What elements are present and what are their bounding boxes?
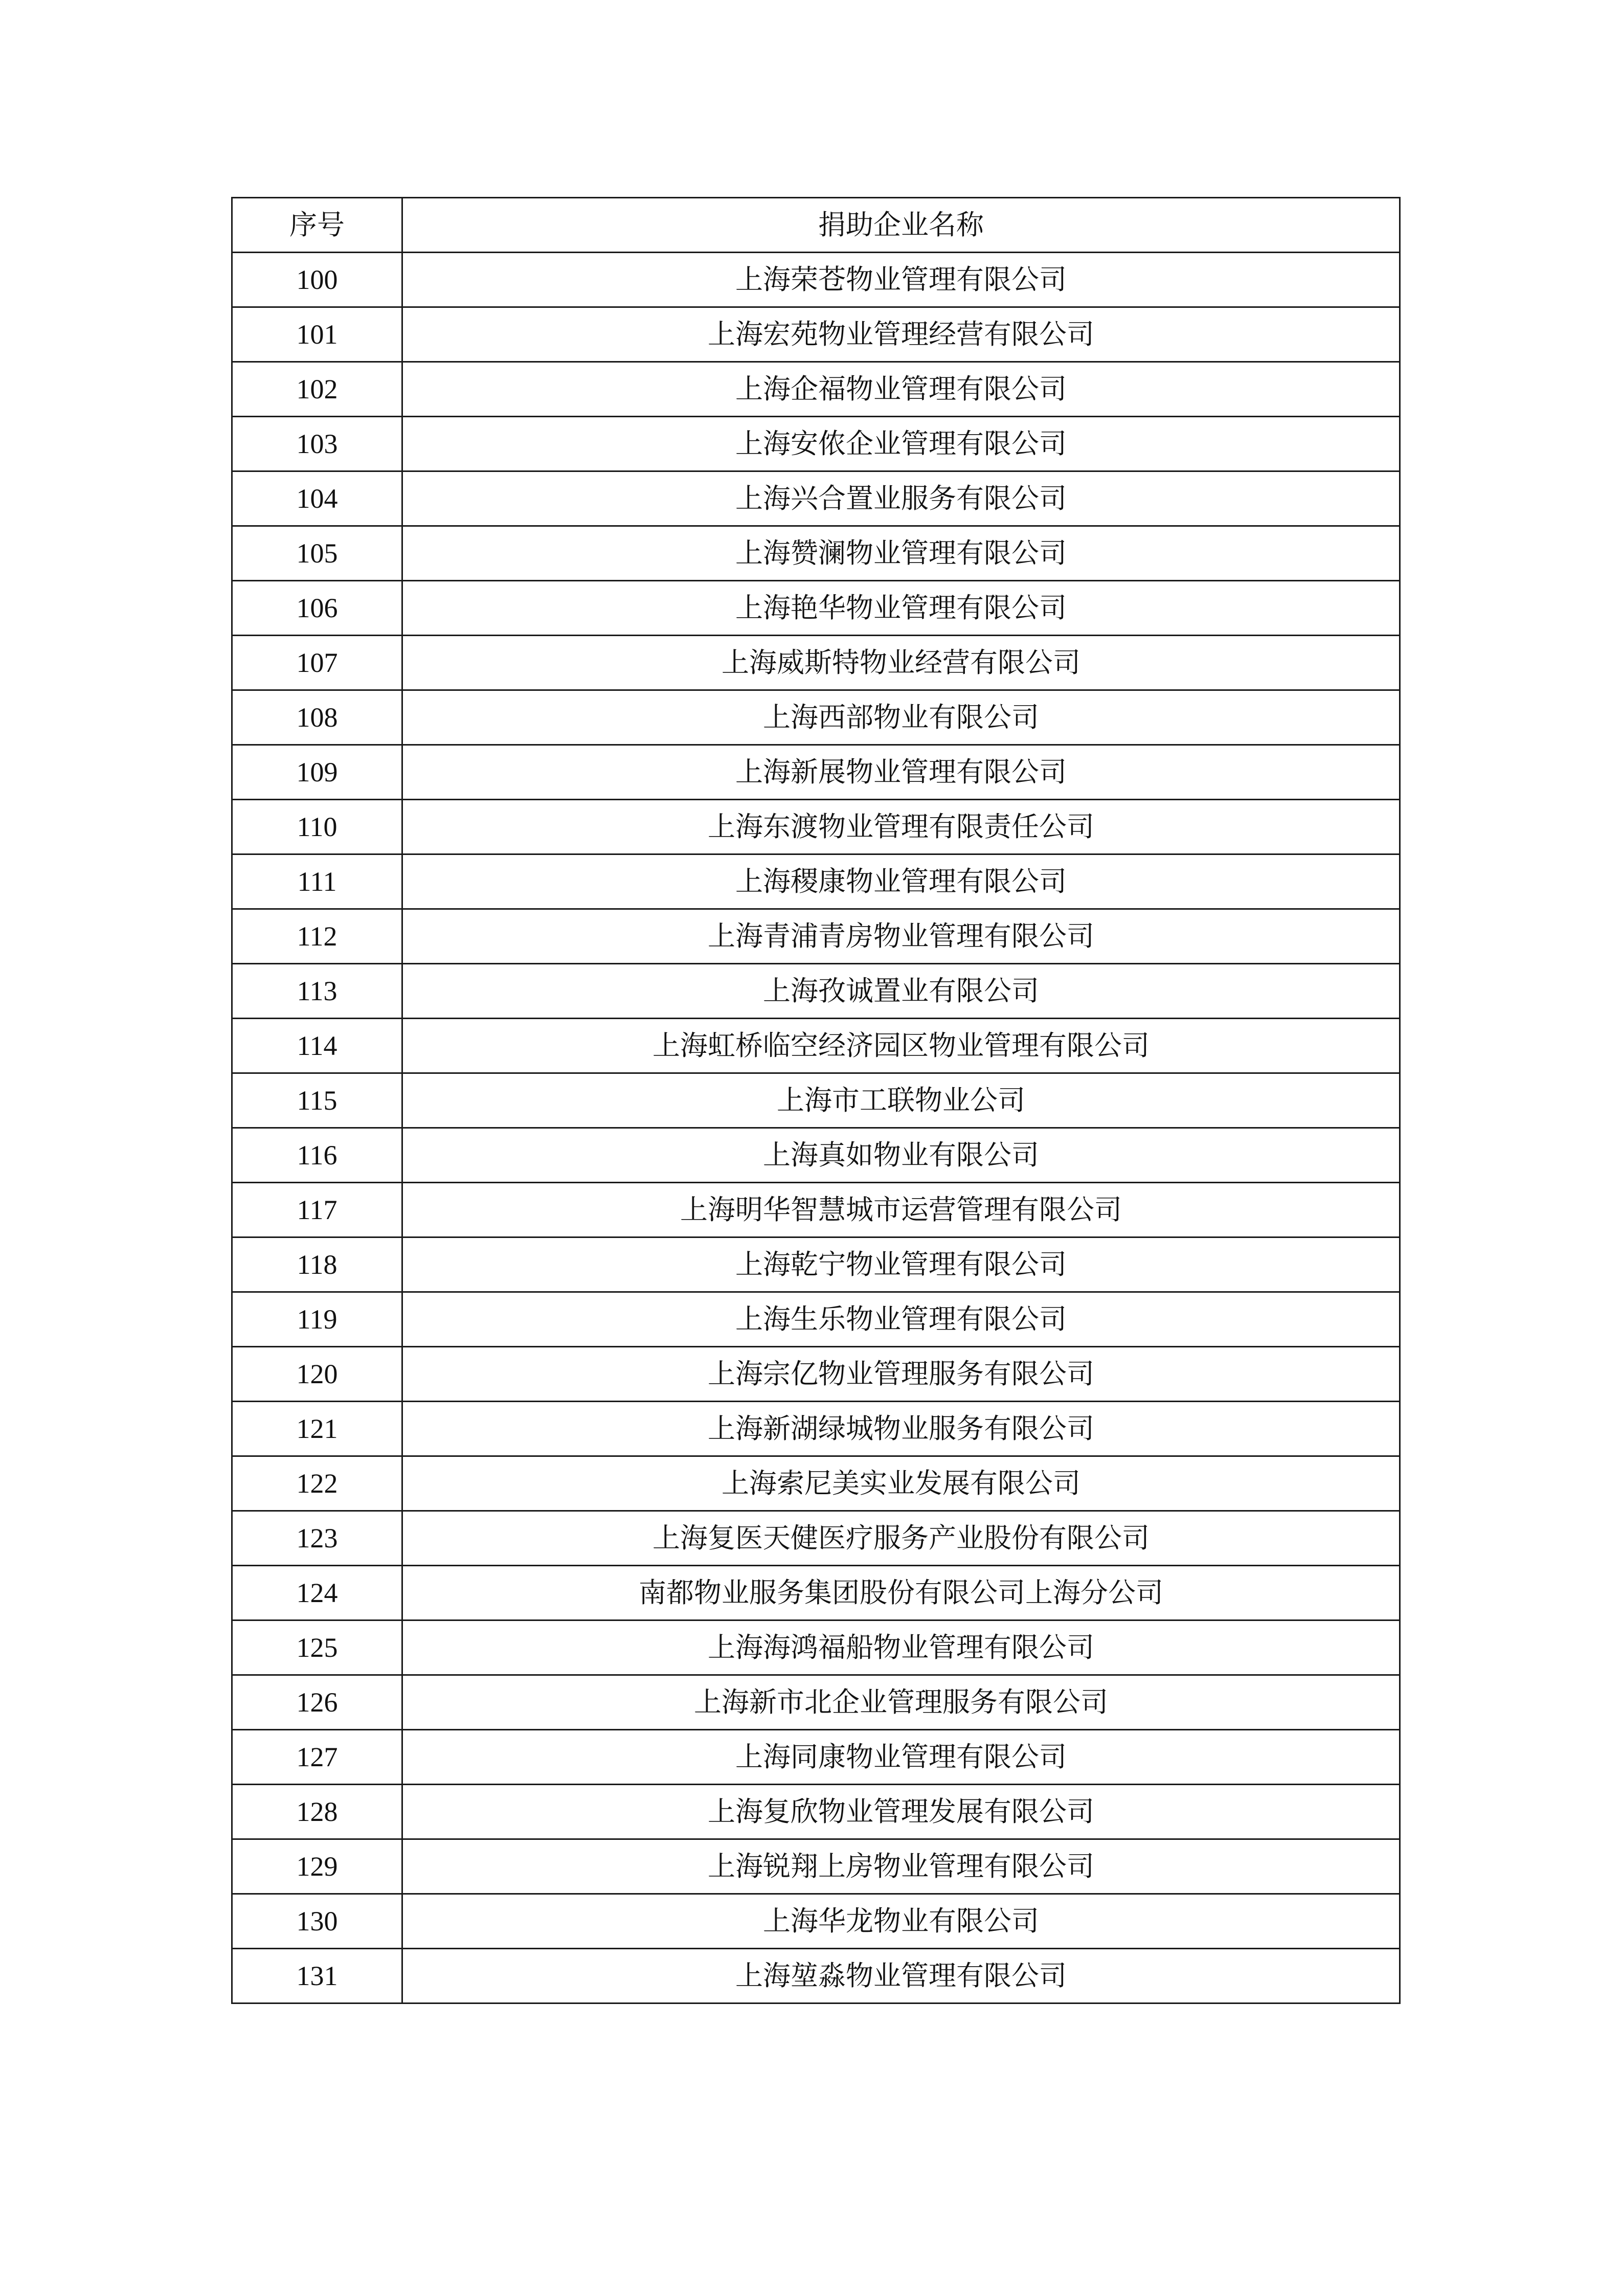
table-row <box>232 800 1400 854</box>
row-index: 106 <box>232 581 402 636</box>
row-company-name: 上海企福物业管理有限公司 <box>402 362 1400 417</box>
header-index: 序号 <box>232 198 402 253</box>
table-row <box>232 581 1400 636</box>
row-index: 127 <box>232 1730 402 1785</box>
row-company-name: 上海明华智慧城市运营管理有限公司 <box>402 1183 1400 1237</box>
table-header-row <box>232 198 1400 253</box>
table-row <box>232 1839 1400 1894</box>
row-index: 130 <box>232 1894 402 1949</box>
row-company-name: 上海新湖绿城物业服务有限公司 <box>402 1402 1400 1456</box>
table-row <box>232 1511 1400 1566</box>
row-index: 124 <box>232 1566 402 1620</box>
row-index: 109 <box>232 745 402 800</box>
table-row <box>232 636 1400 690</box>
table-row <box>232 1402 1400 1456</box>
row-index: 100 <box>232 253 402 307</box>
row-index: 118 <box>232 1237 402 1292</box>
row-index: 110 <box>232 800 402 854</box>
row-index: 108 <box>232 690 402 745</box>
table-row <box>232 1675 1400 1730</box>
table-row <box>232 471 1400 526</box>
row-index: 128 <box>232 1785 402 1839</box>
row-company-name: 上海宏苑物业管理经营有限公司 <box>402 307 1400 362</box>
table-row <box>232 362 1400 417</box>
row-company-name: 上海锐翔上房物业管理有限公司 <box>402 1839 1400 1894</box>
row-company-name: 上海海鸿福船物业管理有限公司 <box>402 1620 1400 1675</box>
table-row <box>232 1949 1400 2004</box>
row-company-name: 上海华龙物业有限公司 <box>402 1894 1400 1949</box>
row-company-name: 上海乾宁物业管理有限公司 <box>402 1237 1400 1292</box>
row-company-name: 上海堃淼物业管理有限公司 <box>402 1949 1400 2004</box>
table-row <box>232 1620 1400 1675</box>
row-index: 122 <box>232 1456 402 1511</box>
row-company-name: 上海安侬企业管理有限公司 <box>402 417 1400 471</box>
table-row <box>232 1566 1400 1620</box>
table-row <box>232 1237 1400 1292</box>
row-index: 105 <box>232 526 402 581</box>
row-company-name: 上海稷康物业管理有限公司 <box>402 854 1400 909</box>
row-company-name: 上海宗亿物业管理服务有限公司 <box>402 1347 1400 1402</box>
table-row <box>232 854 1400 909</box>
row-index: 104 <box>232 471 402 526</box>
row-company-name: 上海艳华物业管理有限公司 <box>402 581 1400 636</box>
row-company-name: 上海赞澜物业管理有限公司 <box>402 526 1400 581</box>
row-company-name: 上海威斯特物业经营有限公司 <box>402 636 1400 690</box>
row-company-name: 上海新市北企业管理服务有限公司 <box>402 1675 1400 1730</box>
table-row <box>232 964 1400 1019</box>
row-index: 121 <box>232 1402 402 1456</box>
row-index: 115 <box>232 1073 402 1128</box>
row-index: 123 <box>232 1511 402 1566</box>
row-company-name: 上海青浦青房物业管理有限公司 <box>402 909 1400 964</box>
table-row <box>232 253 1400 307</box>
row-company-name: 上海西部物业有限公司 <box>402 690 1400 745</box>
row-company-name: 南都物业服务集团股份有限公司上海分公司 <box>402 1566 1400 1620</box>
row-company-name: 上海同康物业管理有限公司 <box>402 1730 1400 1785</box>
row-index: 112 <box>232 909 402 964</box>
row-index: 119 <box>232 1292 402 1347</box>
row-index: 103 <box>232 417 402 471</box>
table-row <box>232 1730 1400 1785</box>
table-body <box>232 253 1400 2004</box>
row-index: 102 <box>232 362 402 417</box>
table-row <box>232 1894 1400 1949</box>
table-row <box>232 307 1400 362</box>
row-company-name: 上海荣苍物业管理有限公司 <box>402 253 1400 307</box>
row-index: 113 <box>232 964 402 1019</box>
row-index: 114 <box>232 1019 402 1073</box>
row-index: 126 <box>232 1675 402 1730</box>
row-company-name: 上海索尼美实业发展有限公司 <box>402 1456 1400 1511</box>
table-row <box>232 1128 1400 1183</box>
table-row <box>232 526 1400 581</box>
row-index: 125 <box>232 1620 402 1675</box>
table-row <box>232 1292 1400 1347</box>
row-index: 111 <box>232 854 402 909</box>
row-index: 120 <box>232 1347 402 1402</box>
row-company-name: 上海孜诚置业有限公司 <box>402 964 1400 1019</box>
row-company-name: 上海东渡物业管理有限责任公司 <box>402 800 1400 854</box>
row-company-name: 上海市工联物业公司 <box>402 1073 1400 1128</box>
table-row <box>232 1183 1400 1237</box>
donor-company-table <box>231 197 1401 2004</box>
table-row <box>232 417 1400 471</box>
table-row <box>232 745 1400 800</box>
row-company-name: 上海兴合置业服务有限公司 <box>402 471 1400 526</box>
table-row <box>232 1019 1400 1073</box>
row-company-name: 上海新展物业管理有限公司 <box>402 745 1400 800</box>
table-row <box>232 1456 1400 1511</box>
row-index: 117 <box>232 1183 402 1237</box>
row-company-name: 上海生乐物业管理有限公司 <box>402 1292 1400 1347</box>
table-row <box>232 1073 1400 1128</box>
row-company-name: 上海复医天健医疗服务产业股份有限公司 <box>402 1511 1400 1566</box>
row-index: 131 <box>232 1949 402 2004</box>
table-row <box>232 690 1400 745</box>
table-row <box>232 1785 1400 1839</box>
header-company-name: 捐助企业名称 <box>402 198 1400 253</box>
row-index: 116 <box>232 1128 402 1183</box>
row-index: 101 <box>232 307 402 362</box>
row-company-name: 上海虹桥临空经济园区物业管理有限公司 <box>402 1019 1400 1073</box>
table-row <box>232 909 1400 964</box>
row-index: 129 <box>232 1839 402 1894</box>
row-company-name: 上海复欣物业管理发展有限公司 <box>402 1785 1400 1839</box>
table-row <box>232 1347 1400 1402</box>
row-company-name: 上海真如物业有限公司 <box>402 1128 1400 1183</box>
row-index: 107 <box>232 636 402 690</box>
